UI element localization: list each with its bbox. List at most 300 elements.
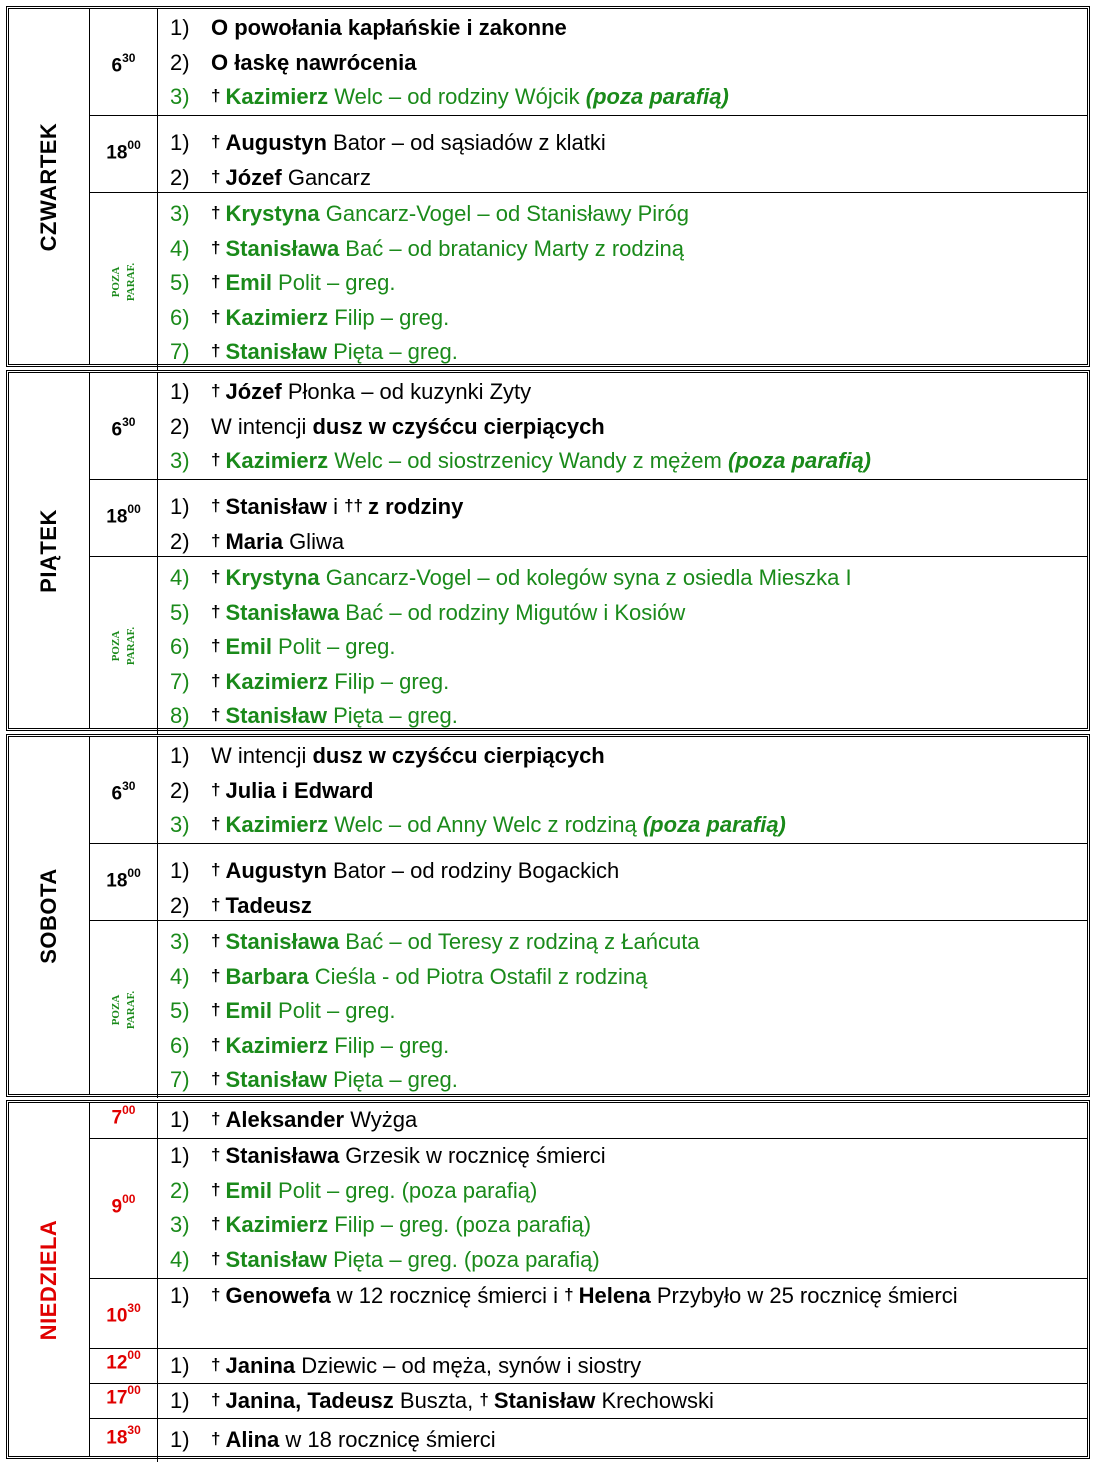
- mass-time: [90, 140, 157, 164]
- intention-number: 2): [170, 164, 190, 190]
- intention-text: Pięta – greg.: [326, 703, 458, 728]
- intention-number: 7): [170, 668, 190, 694]
- intention-item: [170, 126, 1079, 161]
- cross-icon: †: [211, 1000, 221, 1019]
- cross-icon: †: [211, 237, 221, 257]
- intention-text: Bać – od Teresy z rodziną z Łańcuta: [339, 929, 700, 954]
- mass-time-minutes: 00: [127, 502, 141, 516]
- time-slot: [90, 1348, 1087, 1383]
- deceased-name: Emil: [225, 634, 272, 659]
- time-cell: [90, 921, 158, 1098]
- intention-item: [170, 11, 1079, 46]
- intention-text: Buszta,: [393, 1388, 480, 1413]
- day-name: NIEDZIELA: [36, 1219, 61, 1340]
- intention-number: 1): [170, 743, 190, 768]
- time-slot: [90, 1278, 1087, 1348]
- deceased-name: Stanisława: [225, 1143, 340, 1168]
- day-block: [6, 6, 1090, 367]
- intention-text: Pięta – greg.: [326, 339, 458, 364]
- intention-number: 1): [170, 494, 190, 519]
- time-cell: [90, 480, 158, 556]
- intention-item: [170, 232, 1079, 267]
- time-slot: [90, 9, 1087, 115]
- intention-text: Filip – greg. (poza parafią): [328, 1212, 592, 1237]
- intention-text: Filip – greg.: [328, 1032, 450, 1058]
- intention-text: Pięta – greg.: [326, 1067, 458, 1092]
- day-block: [6, 734, 1090, 1097]
- deceased-name: Emil: [225, 1177, 272, 1203]
- deceased-name: Alina: [225, 1427, 280, 1452]
- deceased-name: O łaskę nawrócenia: [211, 49, 417, 75]
- mass-time: [90, 1303, 157, 1327]
- time-cell: [90, 373, 158, 479]
- intention-text: Gliwa: [282, 528, 345, 554]
- time-slot: [90, 373, 1087, 479]
- intention-number: 1): [170, 1427, 190, 1452]
- intention-number: 3): [170, 812, 190, 837]
- deceased-name: Stanisława: [225, 599, 340, 625]
- intention-text: Gancarz-Vogel – od kolegów syna z osiedla Mieszka I: [319, 565, 852, 590]
- time-cell: [90, 116, 158, 192]
- mass-time-hour: 18: [106, 1427, 128, 1449]
- cross-icon: †: [211, 1109, 221, 1128]
- day-name-cell: [9, 737, 90, 1094]
- mass-time-hour: 12: [106, 1352, 128, 1374]
- mass-time-minutes: 30: [122, 51, 136, 65]
- intention-list: [170, 739, 1079, 843]
- intention-item: [170, 1349, 1079, 1384]
- poza-parafia-line: POZA: [109, 266, 122, 297]
- intention-number: 1): [170, 858, 190, 883]
- cross-icon: †: [211, 530, 221, 550]
- deceased-name: Stanisław: [225, 339, 327, 364]
- mass-time: [90, 1105, 157, 1129]
- mass-time-hour: 18: [106, 142, 128, 164]
- deceased-name: dusz w czyśćcu cierpiących: [312, 743, 605, 768]
- cross-icon: †: [211, 166, 221, 186]
- cross-icon: †: [211, 636, 221, 655]
- intention-number: 1): [170, 1283, 190, 1308]
- intention-list: [170, 1103, 1079, 1138]
- intention-item: [170, 889, 1079, 924]
- mass-time-minutes: 30: [122, 779, 136, 793]
- deceased-name: Kazimierz: [225, 812, 329, 837]
- poza-parafia-line: POZA: [109, 630, 122, 661]
- deceased-name: Stanisław: [225, 1067, 327, 1092]
- cross-icon: †: [211, 601, 221, 621]
- intention-item: [170, 335, 1079, 370]
- poza-parafia-label: [109, 626, 139, 664]
- intention-text: Polit – greg.: [271, 270, 396, 295]
- intention-text: w 12 rocznicę śmierci i: [330, 1283, 565, 1308]
- cross-icon: †: [211, 779, 221, 799]
- intention-text: W intencji: [211, 413, 313, 439]
- cross-icon: †: [211, 894, 221, 914]
- outside-parish-note: (poza parafią): [642, 812, 786, 837]
- mass-time-hour: 18: [106, 506, 128, 528]
- intention-number: 2): [170, 49, 190, 75]
- intention-text: Filip – greg.: [328, 304, 450, 330]
- intention-number: 8): [170, 703, 190, 728]
- poza-parafia-line: POZA: [109, 994, 122, 1025]
- cross-icon: †: [211, 132, 221, 151]
- deceased-name: Krystyna: [225, 201, 320, 226]
- deceased-name: Barbara: [225, 963, 309, 989]
- deceased-name: Janina, Tadeusz: [225, 1388, 394, 1413]
- intention-text: Krechowski: [595, 1388, 714, 1413]
- deceased-name: Julia i Edward: [225, 777, 374, 803]
- intention-item: [170, 925, 1079, 960]
- intention-text: Welc – od rodziny Wójcik: [328, 84, 586, 109]
- time-cell: [90, 1103, 158, 1138]
- mass-time: [90, 417, 157, 441]
- intention-list: [170, 1279, 1079, 1348]
- deceased-name: Kazimierz: [225, 1032, 329, 1058]
- intention-list: [170, 1349, 1079, 1384]
- mass-time: [90, 53, 157, 77]
- intention-list: [170, 925, 1079, 1098]
- cross-icon: †: [211, 1145, 221, 1164]
- intention-item: [170, 375, 1079, 410]
- intention-item: [170, 490, 1079, 525]
- intention-number: 3): [170, 448, 190, 473]
- cross-icon: †: [211, 567, 221, 586]
- intention-item: [170, 1174, 1079, 1209]
- mass-time-hour: 17: [106, 1387, 128, 1409]
- intention-list: [170, 561, 1079, 734]
- deceased-name: Kazimierz: [225, 304, 329, 330]
- intention-number: 6): [170, 634, 190, 659]
- time-slot: [90, 1418, 1087, 1462]
- deceased-name: Stanisława: [225, 929, 340, 954]
- intention-number: 3): [170, 84, 190, 109]
- intention-number: 4): [170, 565, 190, 590]
- deceased-name: dusz w czyśćcu cierpiących: [312, 413, 605, 439]
- time-slot: [90, 556, 1087, 734]
- cross-icon: †: [211, 496, 221, 515]
- deceased-name: Augustyn: [225, 858, 327, 883]
- intention-number: 2): [170, 892, 190, 918]
- deceased-name: Maria: [225, 528, 283, 554]
- intention-item: [170, 1423, 1079, 1458]
- intention-text: Gancarz-Vogel – od Stanisławy Piróg: [319, 201, 689, 226]
- cross-icon: †: [479, 1390, 489, 1409]
- mass-time-hour: 7: [111, 1107, 123, 1129]
- day-name: PIĄTEK: [36, 508, 61, 593]
- cross-icon: †: [211, 1034, 221, 1054]
- intention-number: 1): [170, 1388, 190, 1413]
- intention-text: Bator – od rodziny Bogackich: [326, 858, 620, 883]
- intention-item: [170, 1063, 1079, 1098]
- cross-icon: †: [211, 1214, 221, 1233]
- intention-item: [170, 525, 1079, 560]
- cross-icon: †: [211, 1355, 221, 1374]
- intention-item: [170, 161, 1079, 196]
- intention-number: 1): [170, 1353, 190, 1378]
- intention-item: [170, 80, 1079, 115]
- intention-number: 6): [170, 304, 190, 330]
- cross-icon: †: [211, 1179, 221, 1199]
- intention-item: [170, 774, 1079, 809]
- deceased-name: Józef: [225, 164, 282, 190]
- intention-text: Przybyło w 25 rocznicę śmierci: [650, 1283, 958, 1308]
- deceased-name: Stanisława: [225, 235, 340, 261]
- deceased-name: Tadeusz: [225, 892, 312, 918]
- mass-time: [90, 1194, 157, 1218]
- poza-parafia-line: PARAF.: [124, 262, 137, 301]
- intention-number: 3): [170, 201, 190, 226]
- deceased-name: Helena: [578, 1283, 651, 1308]
- intention-number: 3): [170, 1212, 190, 1237]
- intention-number: 6): [170, 1032, 190, 1058]
- intention-number: 4): [170, 963, 190, 989]
- intention-text: Płonka – od kuzynki Zyty: [281, 379, 532, 404]
- intention-number: 1): [170, 130, 190, 155]
- intention-item: [170, 739, 1079, 774]
- deceased-name: O powołania kapłańskie i zakonne: [211, 15, 567, 40]
- intention-text: Pięta – greg. (poza parafią): [326, 1246, 600, 1272]
- poza-parafia-label: [109, 262, 139, 300]
- deceased-name: Kazimierz: [225, 668, 329, 694]
- intention-text: i: [326, 494, 345, 519]
- intention-text: Polit – greg.: [271, 634, 396, 659]
- intention-item: [170, 46, 1079, 81]
- intention-text: W intencji: [211, 743, 313, 768]
- mass-time-minutes: 30: [122, 415, 136, 429]
- deceased-name: Józef: [225, 379, 282, 404]
- time-cell: [90, 557, 158, 734]
- day-block: [6, 1100, 1090, 1459]
- intention-text: Filip – greg.: [328, 668, 450, 694]
- deceased-name: Stanisław: [225, 703, 327, 728]
- intention-text: Cieśla - od Piotra Ostafil z rodziną: [308, 963, 648, 989]
- intention-number: 3): [170, 929, 190, 954]
- mass-time-minutes: 00: [127, 1348, 141, 1362]
- intention-item: [170, 1103, 1079, 1138]
- cross-icon: †: [211, 381, 221, 400]
- intention-number: 5): [170, 998, 190, 1023]
- time-slot: [90, 192, 1087, 370]
- time-slot: [90, 843, 1087, 920]
- cross-icon: †: [211, 272, 221, 291]
- intention-text: Polit – greg. (poza parafią): [271, 1177, 538, 1203]
- day-name-cell: [9, 1103, 90, 1456]
- intention-item: [170, 630, 1079, 665]
- intention-number: 2): [170, 777, 190, 803]
- cross-icon: †: [211, 705, 221, 724]
- intention-text: Dziewic – od męża, synów i siostry: [295, 1353, 642, 1378]
- mass-time-minutes: 00: [122, 1192, 136, 1206]
- intention-item: [170, 197, 1079, 232]
- cross-icon: †: [211, 86, 221, 105]
- cross-icon: †: [211, 931, 221, 950]
- intention-text: Bać – od rodziny Migutów i Kosiów: [339, 599, 686, 625]
- intention-item: [170, 444, 1079, 479]
- intention-item: [170, 854, 1079, 889]
- cross-icon: ††: [344, 496, 363, 515]
- intention-item: [170, 1384, 1079, 1419]
- intention-number: 1): [170, 15, 190, 40]
- mass-time: [90, 504, 157, 528]
- intention-text: Polit – greg.: [271, 998, 396, 1023]
- deceased-name: Stanisław: [225, 1246, 327, 1272]
- intention-item: [170, 1279, 1079, 1348]
- deceased-name: Stanisław: [225, 494, 327, 519]
- deceased-name: Kazimierz: [225, 448, 329, 473]
- day-name-cell: [9, 9, 90, 364]
- day-name: SOBOTA: [36, 867, 61, 964]
- mass-time: [90, 781, 157, 805]
- mass-time-hour: 18: [106, 870, 128, 892]
- intention-text: Welc – od siostrzenicy Wandy z mężem: [328, 448, 728, 473]
- deceased-name: Kazimierz: [225, 1212, 329, 1237]
- intention-item: [170, 1029, 1079, 1064]
- mass-time-hour: 10: [106, 1305, 128, 1327]
- time-slot: [90, 479, 1087, 556]
- cross-icon: †: [211, 450, 221, 469]
- cross-icon: †: [211, 670, 221, 690]
- intention-number: 2): [170, 413, 190, 439]
- intention-list: [170, 197, 1079, 370]
- mass-time: [90, 1350, 157, 1374]
- intention-item: [170, 1243, 1079, 1278]
- intention-item: [170, 410, 1079, 445]
- poza-parafia-line: PARAF.: [124, 990, 137, 1029]
- cross-icon: †: [211, 1285, 221, 1304]
- intention-number: 2): [170, 528, 190, 554]
- mass-time: [90, 868, 157, 892]
- intention-text: Gancarz: [281, 164, 371, 190]
- intention-text: Welc – od Anny Welc z rodziną: [328, 812, 643, 837]
- mass-time-minutes: 00: [127, 866, 141, 880]
- mass-time-hour: 9: [111, 1196, 123, 1218]
- intention-list: [170, 126, 1079, 195]
- day-block: [6, 370, 1090, 731]
- intention-item: [170, 266, 1079, 301]
- cross-icon: †: [211, 1429, 221, 1448]
- time-slot: [90, 1103, 1087, 1138]
- poza-parafia-line: PARAF.: [124, 626, 137, 665]
- time-cell: [90, 193, 158, 370]
- outside-parish-note: (poza parafią): [727, 448, 872, 473]
- deceased-name: z rodziny: [368, 494, 464, 519]
- intention-item: [170, 561, 1079, 596]
- intention-number: 5): [170, 270, 190, 295]
- intention-number: 1): [170, 1107, 190, 1132]
- mass-time-hour: 6: [111, 55, 123, 77]
- time-cell: [90, 844, 158, 920]
- cross-icon: †: [211, 203, 221, 222]
- day-name-cell: [9, 373, 90, 728]
- intention-list: [170, 375, 1079, 479]
- intention-list: [170, 11, 1079, 115]
- poza-parafia-label: [109, 990, 139, 1028]
- cross-icon: †: [211, 860, 221, 879]
- mass-time: [90, 1385, 157, 1409]
- intention-number: 5): [170, 599, 190, 625]
- mass-time: [90, 1425, 157, 1449]
- intention-item: [170, 301, 1079, 336]
- intention-list: [170, 854, 1079, 923]
- day-name: CZWARTEK: [36, 122, 61, 251]
- deceased-name: Augustyn: [225, 130, 327, 155]
- intention-text: Bać – od bratanicy Marty z rodziną: [339, 235, 685, 261]
- cross-icon: †: [211, 965, 221, 985]
- time-slot: [90, 1138, 1087, 1278]
- outside-parish-note: (poza parafią): [585, 84, 729, 109]
- cross-icon: †: [211, 1069, 221, 1088]
- intention-number: 1): [170, 1143, 190, 1168]
- intention-text: Wyżga: [344, 1107, 418, 1132]
- deceased-name: Aleksander: [225, 1107, 345, 1132]
- time-cell: [90, 1384, 158, 1418]
- cross-icon: †: [564, 1285, 574, 1304]
- intention-list: [170, 1423, 1079, 1458]
- mass-time-minutes: 30: [127, 1423, 141, 1437]
- intention-number: 4): [170, 1246, 190, 1272]
- intention-item: [170, 699, 1079, 734]
- time-slot: [90, 920, 1087, 1098]
- intention-list: [170, 490, 1079, 559]
- deceased-name: Emil: [225, 998, 272, 1023]
- cross-icon: †: [211, 1390, 221, 1409]
- deceased-name: Genowefa: [225, 1283, 331, 1308]
- intention-item: [170, 994, 1079, 1029]
- intention-text: Grzesik w rocznicę śmierci: [339, 1143, 606, 1168]
- time-cell: [90, 737, 158, 843]
- intention-item: [170, 1208, 1079, 1243]
- intention-number: 4): [170, 235, 190, 261]
- intention-number: 2): [170, 1177, 190, 1203]
- intention-number: 7): [170, 1067, 190, 1092]
- mass-time-minutes: 00: [127, 1383, 141, 1397]
- intention-number: 7): [170, 339, 190, 364]
- time-slot: [90, 737, 1087, 843]
- time-cell: [90, 1419, 158, 1462]
- intention-item: [170, 808, 1079, 843]
- intention-text: Bator – od sąsiadów z klatki: [326, 130, 606, 155]
- intention-list: [170, 1139, 1079, 1277]
- cross-icon: †: [211, 306, 221, 326]
- deceased-name: Krystyna: [225, 565, 320, 590]
- intention-item: [170, 596, 1079, 631]
- time-cell: [90, 1139, 158, 1278]
- cross-icon: †: [211, 1248, 221, 1268]
- intention-list: [170, 1384, 1079, 1419]
- cross-icon: †: [211, 341, 221, 360]
- mass-time-minutes: 00: [127, 138, 141, 152]
- mass-time-hour: 6: [111, 783, 123, 805]
- mass-time-hour: 6: [111, 419, 123, 441]
- time-cell: [90, 9, 158, 115]
- mass-time-minutes: 00: [122, 1103, 136, 1117]
- cross-icon: †: [211, 814, 221, 833]
- deceased-name: Janina: [225, 1353, 296, 1378]
- time-cell: [90, 1349, 158, 1383]
- deceased-name: Kazimierz: [225, 84, 329, 109]
- deceased-name: Stanisław: [493, 1388, 596, 1413]
- intention-item: [170, 960, 1079, 995]
- time-cell: [90, 1279, 158, 1348]
- intention-text: w 18 rocznicę śmierci: [279, 1427, 496, 1452]
- intention-number: 1): [170, 379, 190, 404]
- intention-item: [170, 665, 1079, 700]
- time-slot: [90, 1383, 1087, 1418]
- deceased-name: Emil: [225, 270, 272, 295]
- intention-item: [170, 1139, 1079, 1174]
- time-slot: [90, 115, 1087, 192]
- mass-time-minutes: 30: [127, 1301, 141, 1315]
